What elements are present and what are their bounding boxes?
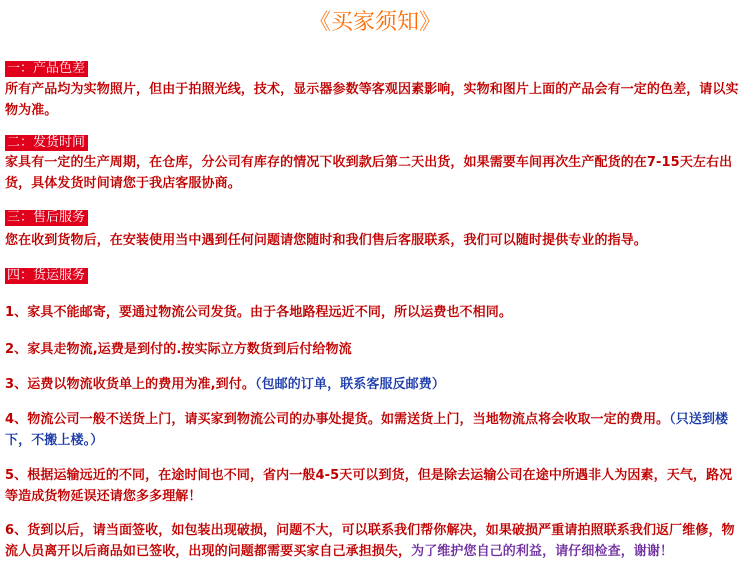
freight-item-3-note: （包邮的订单，联系客服反邮费） <box>254 377 445 392</box>
section-heading-shipping-time: 二：发货时间 <box>5 135 88 151</box>
freight-item-2: 2、家具走物流,运费是到付的.按实际立方数货到后付给物流 <box>5 342 352 357</box>
freight-item-1: 1、家具不能邮寄，要通过物流公司发货。由于各地路程远近不同，所以运费也不相同。 <box>5 305 512 320</box>
section-heading-after-sales: 三：售后服务 <box>5 210 88 226</box>
freight-item-6-text: 6、货到以后，请当面签收，如包装出现破损，问题不大，可以联系我们帮你解决，如果破损严重请拍照联系我们返厂维修，物流人员离开以后商品如已签收，出现的问题都需要买家自己承担损失， <box>5 523 735 559</box>
section-text-color-difference: 所有产品均为实物照片，但由于拍照光线，技术，显示器参数等客观因素影响，实物和图片上面的产品会有一定的色差，请以实物为准。 <box>5 82 739 118</box>
freight-item-4-text: 4、物流公司一般不送货上门，请买家到物流公司的办事处提货。如需送货上门，当地物流点将会收取一定的费用。 <box>5 412 670 427</box>
freight-item-3-text: 3、运费以物流收货单上的费用为准,到付。 <box>5 377 255 392</box>
freight-item-4-note: （只送到楼下，不搬上楼。） <box>5 412 729 448</box>
freight-item-5: 5、根据运输远近的不同，在途时间也不同，省内一般4-5天可以到货，但是除去运输公司在途中所遇非人为因素，天气，路况等造成货物延误还请您多多理解！ <box>5 468 733 504</box>
freight-item-3 <box>5 374 743 395</box>
section-text-after-sales: 您在收到货物后，在安装使用当中遇到任何问题请您随时和我们售后客服联系，我们可以随时提供专业的指导。 <box>5 233 647 248</box>
freight-item-4 <box>5 409 743 451</box>
section-heading-freight: 四：货运服务 <box>5 268 88 284</box>
section-heading-color-difference: 一：产品色差 <box>5 61 88 77</box>
section-text-shipping-time: 家具有一定的生产周期，在仓库，分公司有库存的情况下收到款后第二天出货，如果需要车间再次生产配货的在7-15天左右出货，具体发货时间请您于我店客服协商。 <box>5 155 733 191</box>
page-title: 《买家须知》 <box>308 10 441 35</box>
freight-item-6 <box>5 520 743 562</box>
freight-item-6-note: 为了维护您自己的利益，请仔细检查，谢谢！ <box>411 544 674 559</box>
